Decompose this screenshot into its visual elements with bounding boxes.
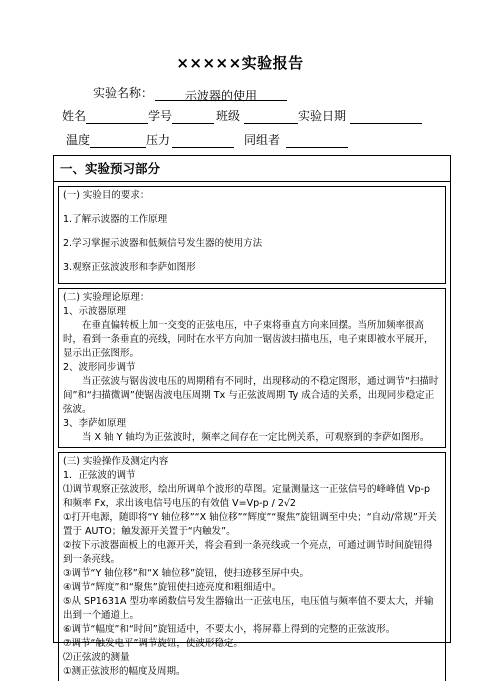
class-field — [244, 110, 298, 124]
principle-heading: (二) 实验理论原理： — [63, 292, 150, 303]
experiment-name-row — [93, 84, 287, 101]
date-field — [350, 110, 422, 124]
experiment-name-field: 示波器的使用 — [155, 87, 287, 101]
section-preview-heading: 一、实验预习部分 — [54, 156, 450, 182]
procedure-step: ⑥调节“幅度”和“时间”旋钮适中，不要太小，将屏幕上得到的完整的正弦波形。 — [63, 624, 396, 635]
partner-field — [286, 134, 348, 148]
student-id-field — [172, 110, 214, 124]
procedure-step: ①测正弦波形的幅度及周期。 — [63, 666, 186, 677]
procedure-subtitle: 1．正弦波的调节 — [63, 470, 136, 481]
principle-text: 在垂直偏转板上加一交变的正弦电压，中子束将垂直方向来回摆。当所加频率很高时，看到一条垂直的亮线，同时在水平方向加一锯齿波扫描电压，电子束即被水平展开，显示出正弦图形。 — [63, 320, 434, 359]
conditions-row — [66, 131, 348, 148]
student-id-label: 学号 — [148, 109, 173, 123]
name-field — [86, 110, 148, 124]
student-info-row — [62, 107, 422, 124]
pressure-label: 压力 — [146, 133, 171, 147]
objectives-heading: (一) 实验目的要求： — [63, 190, 150, 201]
temperature-label: 温度 — [66, 133, 91, 147]
partner-label: 同组者 — [244, 133, 281, 147]
class-label: 班级 — [216, 109, 241, 123]
procedure-step: ①打开电源，随即将“Y 轴位移”“X 轴位移”“辉度”“聚焦”旋钮调至中央；“自动/常规”开关置于 AUTO；触发源开关置于“内触发”。 — [63, 512, 437, 537]
procedure-step: ⑦调节“触发电平”调节旋钮，使波形稳定。 — [63, 638, 243, 649]
principle-text: 当正弦波与锯齿波电压的周期稍有不同时，出现移动的不稳定图形，通过调节“扫描时间”和“扫描微调”使锯齿波电压周期 Tx 与正弦波周期 Ty 成合适的关系，出现同步稳定正弦波。 — [63, 376, 439, 415]
principle-subtitle: 2、波形同步调节 — [63, 362, 136, 373]
principle-subtitle: 1、示波器原理 — [63, 306, 127, 317]
principle-text: 当 X 轴 Y 轴均为正弦波时，频率之间存在一定比例关系，可观察到的李萨如图形。 — [82, 432, 430, 443]
procedure-step: ②按下示波器面板上的电源开关，将会看到一条亮线或一个亮点，可通过调节时间旋钮得到一条亮线。 — [63, 540, 433, 565]
procedure-step: ④调节“辉度”和“聚焦”旋钮使扫迹亮度和粗细适中。 — [63, 582, 282, 593]
date-label: 实验日期 — [298, 109, 347, 123]
principle-box — [58, 288, 446, 448]
objectives-box — [58, 186, 446, 284]
report-title: ×××××实验报告 — [176, 54, 304, 72]
procedure-step: ⑤从 SP1631A 型功率函数信号发生器输出一正弦电压，电压值与频率值不要太大，并输出到一个通道上。 — [63, 596, 434, 621]
name-label: 姓名 — [62, 109, 87, 123]
procedure-heading: (三) 实验操作及测定内容 — [63, 456, 169, 467]
temperature-field — [90, 134, 146, 148]
experiment-name-label: 实验名称： — [93, 86, 154, 100]
procedure-step: ⑵正弦波的测量 — [63, 652, 130, 663]
report-table — [53, 155, 451, 677]
principle-subtitle: 3、李萨如原理 — [63, 418, 127, 429]
procedure-step: ⑴调节观察正弦波形，绘出所调单个波形的草图。定量测量这一正弦信号的峰峰值 Vp-p 和频率 Fx，求出该电信号电压的有效值 V=Vp-p / 2√2 — [63, 484, 431, 509]
pressure-field — [172, 134, 234, 148]
procedure-step: ③调节“Y 轴位移”和“X 轴位移”旋钮，使扫迹移至屏中央。 — [63, 568, 310, 579]
objective-item: 2.学习掌握示波器和低频信号发生器的使用方法 — [63, 238, 263, 249]
objective-item: 3.观察正弦波波形和李萨如图形 — [63, 262, 196, 273]
procedure-box — [58, 452, 446, 681]
objective-item: 1.了解示波器的工作原理 — [63, 214, 168, 225]
